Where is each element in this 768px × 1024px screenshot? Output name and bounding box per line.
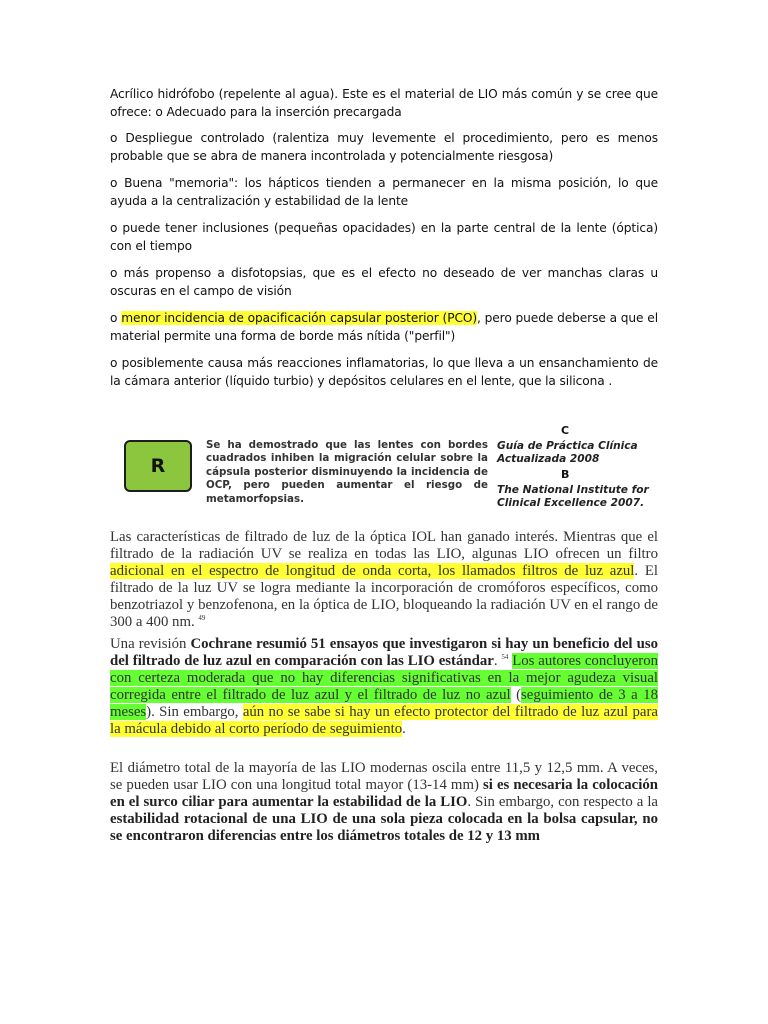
bold-text: Cochrane resumió 51 ensayos que investigaron si hay un beneficio del uso del filtrado de luz azul en comparación con las LIO estándar — [110, 636, 658, 669]
text-run: . El filtrado de la luz UV se logra mediante la incorporación de cromóforos específicos, como benzotriazol y benzofenona, en la óptica de LIO, bloqueando la radiación UV en el rango de 300 a 400 nm. — [110, 563, 658, 630]
guide-reference-c: Guía de Práctica Clínica Actualizada 2008 — [497, 440, 638, 465]
text-run: o — [110, 311, 122, 325]
paragraph-dysphotopsia — [110, 265, 658, 300]
text-run: Las características de filtrado de luz de la óptica IOL han ganado interés. Mientras que el filtrado de la radiación UV se realiza en todas las LIO, algunas LIO ofrecen un filtro — [110, 529, 658, 562]
highlighted-text: seguimiento de 3 a 18 meses — [110, 687, 658, 720]
paragraph-total-diameter — [110, 760, 658, 845]
guide-reference-b: The National Institute for Clinical Excellence 2007. — [497, 484, 649, 509]
paragraph-pco — [110, 310, 658, 345]
recommendation-text: Se ha demostrado que las lentes con bordes cuadrados inhiben la migración celular sobre la cápsula posterior disminuyendo la incidencia de OCP, pero pueden aumentar el riesgo de metamorfopsias. — [206, 439, 488, 505]
text-run: Una revisión — [110, 636, 191, 652]
evidence-grade-c: C — [561, 424, 570, 437]
text-run: . Sin embargo, con respecto a la — [467, 794, 658, 810]
bold-text: si es necesaria la colocación en el surco ciliar para aumentar la estabilidad de la LIO — [110, 777, 658, 810]
evidence-grade-b: B — [561, 468, 570, 481]
paragraph-inclusions — [110, 220, 658, 255]
text-run: ). Sin embargo, — [146, 704, 243, 720]
paragraph-controlled-deployment — [110, 130, 658, 165]
text-run: o Buena "memoria": los hápticos tienden a permanecer en la misma posición, lo que ayuda a la centralización y estabilidad de la lente — [110, 176, 658, 208]
paragraph-light-filtering — [110, 529, 658, 631]
recommendation-grade-label: R — [150, 455, 166, 477]
citation-ref: 54 — [501, 653, 509, 662]
text-run: Acrílico hidrófobo (repelente al agua). Este es el material de LIO más común y se cree que ofrece: o Adecuado para la inserción precargada — [110, 87, 658, 119]
highlighted-text: adicional en el espectro de longitud de onda corta, los llamados filtros de luz azul — [110, 563, 635, 579]
text-run: o más propenso a disfotopsias, que es el efecto no deseado de ver manchas claras u oscuras en el campo de visión — [110, 266, 658, 298]
highlighted-text: aún no se sabe si hay un efecto protector del filtrado de luz azul para la mácula debido al corto período de seguimiento — [110, 704, 658, 737]
highlighted-text: menor incidencia de opacificación capsular posterior (PCO) — [121, 311, 478, 325]
highlighted-text: Los autores concluyeron con certeza moderada que no hay diferencias significativas en la mejor agudeza visual corregida entre el filtrado de luz azul y el filtrado de luz no azul — [110, 653, 658, 703]
text-run: o posiblemente causa más reacciones inflamatorias, lo que lleva a un ensanchamiento de la cámara anterior (líquido turbio) y depósitos celulares en el lente, que la silicona . — [110, 356, 658, 388]
paragraph-cochrane-review — [110, 636, 658, 738]
text-run: o puede tener inclusiones (pequeñas opacidades) en la parte central de la lente (óptica) con el tiempo — [110, 221, 658, 253]
text-run: o Despliegue controlado (ralentiza muy levemente el procedimiento, pero es menos probable que se abra de manera incontrolada y potencialmente riesgosa) — [110, 131, 658, 163]
text-run: ( — [510, 687, 522, 703]
bold-text: estabilidad rotacional de una LIO de una sola pieza colocada en la bolsa capsular, no se encontraron diferencias entre los diámetros totales de 12 y 13 mm — [110, 811, 658, 844]
paragraph-inflammation — [110, 355, 658, 390]
paragraph-acrylic-intro — [110, 86, 658, 121]
paragraph-good-memory — [110, 175, 658, 210]
citation-ref: 49 — [198, 614, 206, 623]
text-run: . — [493, 653, 502, 669]
text-run: El diámetro total de la mayoría de las LIO modernas oscila entre 11,5 y 12,5 mm. A veces, se pueden usar LIO con una longitud total mayor (13-14 mm) — [110, 760, 658, 793]
text-run: . — [402, 721, 406, 737]
text-run: , pero puede deberse a que el material permite una forma de borde más nítida ("perfil") — [110, 311, 658, 343]
recommendation-grade-box — [124, 440, 192, 492]
